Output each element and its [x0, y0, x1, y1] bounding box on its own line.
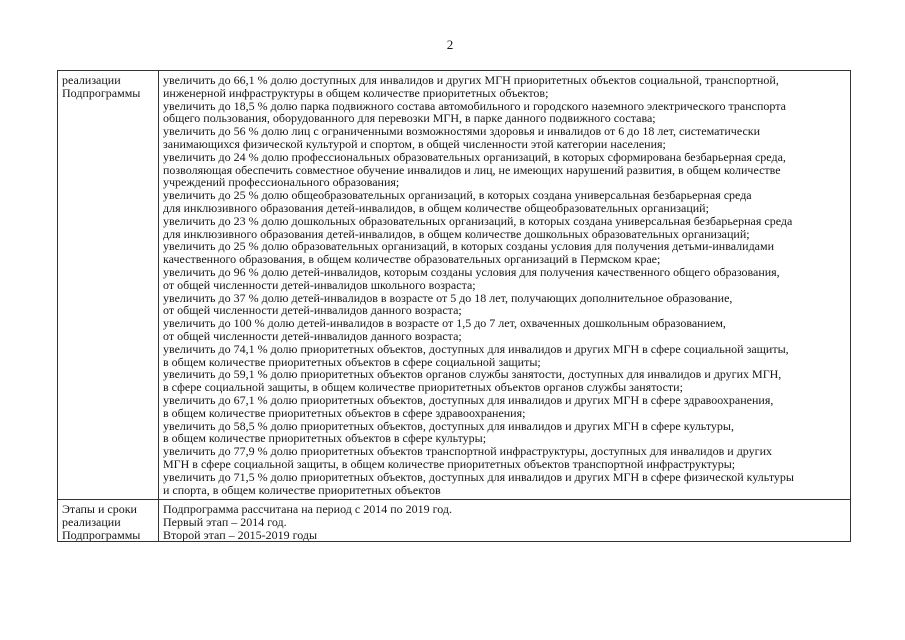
content-line: увеличить до 77,9 % долю приоритетных объектов транспортной инфраструктуры, доступных для инвалидов и других [163, 444, 772, 459]
content-line: Второй этап – 2015-2019 годы [163, 527, 318, 541]
label-line: Подпрограммы [62, 527, 141, 541]
content-line: увеличить до 59,1 % долю приоритетных объектов органов службы занятости, доступных для инвалидов и других МГН, [163, 367, 782, 382]
label-line: реализации [62, 73, 121, 87]
content-line: увеличить до 100 % долю детей-инвалидов в возрасте от 1,5 до 7 лет, охваченных дошкольным образованием, [163, 316, 726, 331]
content-line: Первый этап – 2014 год. [163, 514, 287, 529]
content-line: увеличить до 66,1 % долю доступных для инвалидов и других МГН приоритетных объектов социальной, транспортной, [163, 73, 779, 87]
content-line: увеличить до 56 % долю лиц с ограниченными возможностями здоровья и инвалидов от 6 до 18 лет, систематически [163, 124, 761, 139]
content-line: Подпрограмма рассчитана на период с 2014 по 2019 год. [163, 502, 452, 516]
content-line: увеличить до 25 % долю образовательных организаций, в которых созданы условия для получения детьми-инвалидами [163, 239, 775, 254]
label-line: реализации [62, 514, 121, 529]
content-line: в общем количестве приоритетных объектов в сфере здравоохранения; [163, 405, 526, 420]
content-line: занимающихся физической культурой и спортом, в общей численности этой категории населения; [163, 136, 666, 151]
content-line: инженерной инфраструктуры в общем количестве приоритетных объектов; [163, 85, 549, 100]
row-content-cell [159, 71, 850, 499]
content-line: увеличить до 25 % долю общеобразовательных организаций, в которых создана универсальная безбарьерная среда [163, 188, 752, 203]
content-line: и спорта, в общем количестве приоритетных объектов [163, 482, 441, 497]
content-line: увеличить до 58,5 % долю приоритетных объектов, доступных для инвалидов и других МГН в сфере культуры, [163, 418, 734, 433]
content-line: увеличить до 96 % долю детей-инвалидов, которым созданы условия для получения качественного общего образования, [163, 264, 780, 279]
content-line: в общем количестве приоритетных объектов в сфере социальной защиты; [163, 354, 541, 369]
row-label-cell [58, 71, 159, 499]
content-line: от общей численности детей-инвалидов данного возраста; [163, 303, 462, 318]
content-line: позволяющая обеспечить совместное обучение инвалидов и лиц, не имеющих нарушений развития, в общем количестве [163, 162, 781, 177]
page-number: 2 [446, 37, 454, 52]
content-line: МГН в сфере социальной защиты, в общем количестве приоритетных объектов транспортной инфраструктуры; [163, 456, 736, 471]
content-line: увеличить до 24 % долю профессиональных образовательных организаций, в которых сформирована безбарьерная среда, [163, 149, 786, 164]
table-row [58, 499, 850, 541]
content-line: общего пользования, оборудованного для перевозки МГН, в парке данного подвижного состава; [163, 111, 656, 126]
subprogram-passport-table [57, 70, 851, 542]
content-line: увеличить до 37 % долю детей-инвалидов в возрасте от 5 до 18 лет, получающих дополнительное образование, [163, 290, 733, 305]
content-line: качественного образования, в общем количестве образовательных организаций в Пермском крае; [163, 252, 661, 267]
row-content-cell [159, 500, 850, 541]
content-line: увеличить до 67,1 % долю приоритетных объектов, доступных для инвалидов и других МГН в сфере здравоохранения, [163, 392, 774, 407]
content-line: от общей численности детей-инвалидов школьного возраста; [163, 277, 476, 292]
content-line: увеличить до 71,5 % долю приоритетных объектов, доступных для инвалидов и других МГН в сфере физической культуры [163, 469, 794, 484]
content-line: для инклюзивного образования детей-инвалидов, в общем количестве общеобразовательных организаций; [163, 200, 709, 215]
content-line: учреждений профессионального образования; [163, 175, 400, 190]
content-line: в сфере социальной защиты, в общем количестве приоритетных объектов органов службы занятости; [163, 380, 683, 395]
row-label-cell [58, 500, 159, 541]
table-row [58, 71, 850, 499]
content-line: для инклюзивного образования детей-инвалидов, в общем количестве дошкольных образовательных организаций; [163, 226, 750, 241]
content-line: от общей численности детей-инвалидов данного возраста; [163, 328, 462, 343]
content-line: в общем количестве приоритетных объектов в сфере культуры; [163, 431, 487, 446]
label-line: Подпрограммы [62, 85, 141, 100]
content-line: увеличить до 23 % долю дошкольных образовательных организаций, в которых создана универсальная безбарьерная среда [163, 213, 793, 228]
content-line: увеличить до 18,5 % долю парка подвижного состава автомобильного и городского наземного электрического транспорта [163, 98, 786, 113]
content-line: увеличить до 74,1 % долю приоритетных объектов, доступных для инвалидов и других МГН в сфере социальной защиты, [163, 341, 789, 356]
label-line: Этапы и сроки [62, 502, 137, 516]
